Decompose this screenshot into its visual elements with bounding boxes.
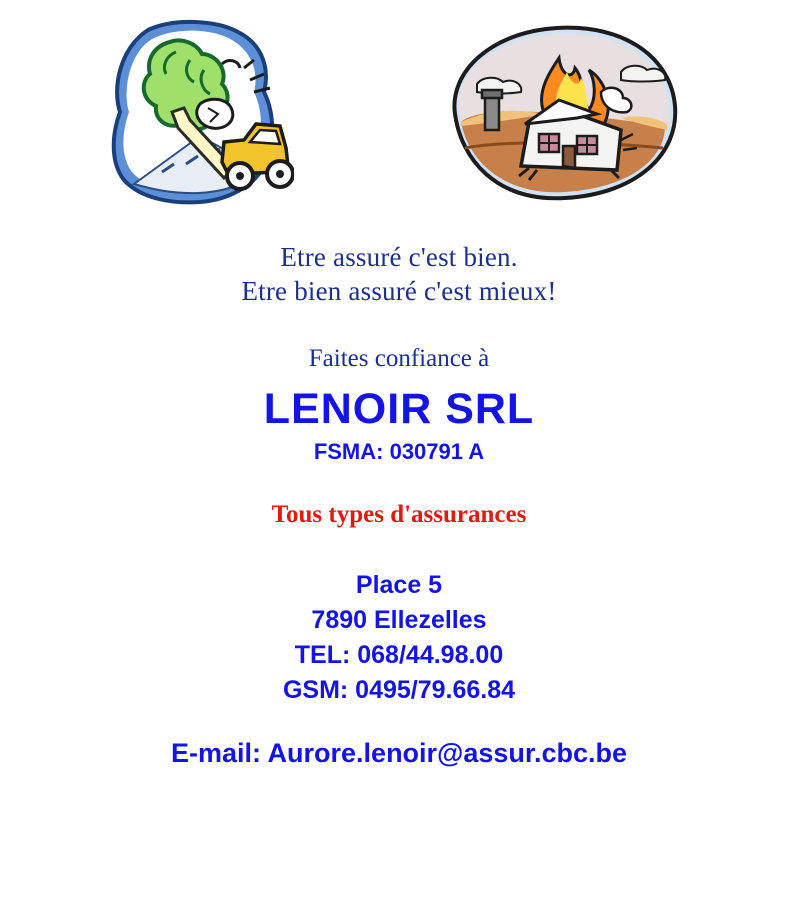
- slogan-line-2: Etre bien assuré c'est mieux!: [241, 276, 557, 306]
- illustration-row: [0, 0, 798, 225]
- slogan: [0, 240, 798, 308]
- contact-block: [0, 568, 798, 708]
- insurance-types: Tous types d'assurances: [271, 501, 527, 528]
- address-line-2: 7890 Ellezelles: [311, 606, 487, 634]
- address-line-1: Place 5: [355, 571, 443, 599]
- tree-and-car-accident-illustration: [104, 16, 294, 221]
- flyer-text-block: [0, 240, 798, 770]
- email-address: E-mail: Aurore.lenoir@assur.cbc.be: [171, 738, 627, 768]
- spacer: [0, 466, 798, 500]
- mobile-number: GSM: 0495/79.66.84: [282, 676, 516, 704]
- trust-line: Faites confiance à: [308, 345, 490, 372]
- spacer: [0, 530, 798, 568]
- phone-number: TEL: 068/44.98.00: [294, 641, 504, 669]
- fsma-number: FSMA: 030791 A: [313, 439, 485, 464]
- spacer: [0, 708, 798, 736]
- company-name: LENOIR SRL: [263, 385, 535, 433]
- slogan-line-1: Etre assuré c'est bien.: [280, 242, 518, 272]
- burning-house-illustration: [425, 18, 695, 213]
- spacer: [0, 308, 798, 344]
